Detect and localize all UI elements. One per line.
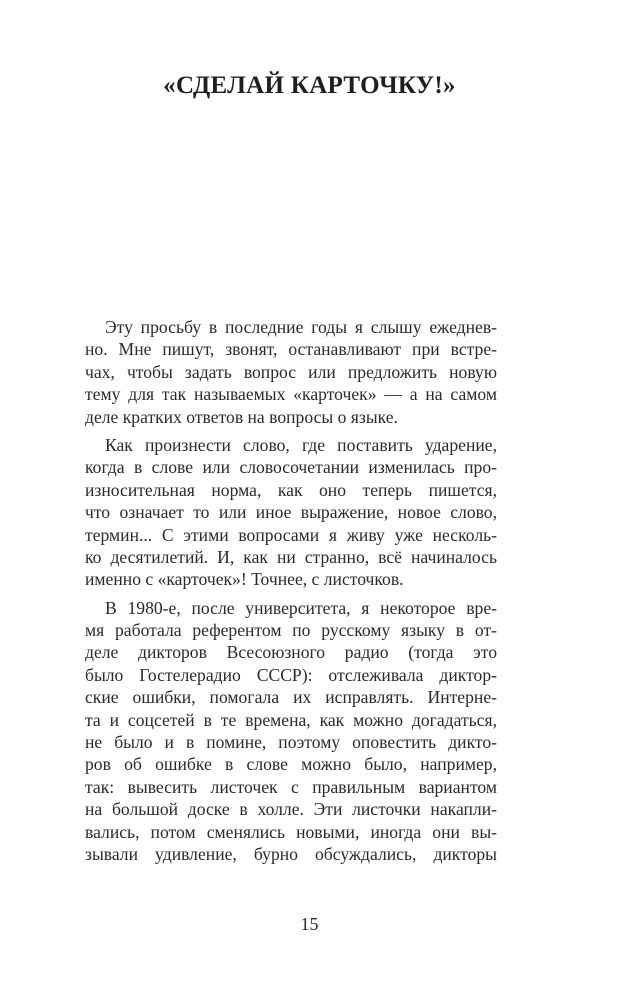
chapter-title: «СДЕЛАЙ КАРТОЧКУ!» [163,72,456,99]
text-line: тему для так называемых «карточек» — а на самом [85,384,497,405]
text-line: ров об ошибке в слове можно было, например, [85,754,497,775]
text-line: когда в слове или словосочетании изменилась про- [85,457,497,478]
text-line: так: вывесить листочек с правильным вариантом [85,776,497,797]
text-line: износительная норма, как оно теперь пишется, [85,479,497,500]
text-line: ские ошибки, помогала их исправлять. Интерне- [85,687,497,708]
chapter-body [85,316,497,871]
paragraph-2 [85,434,497,591]
text-line: было Гостелерадио СССР): отслеживала диктор- [85,664,497,685]
text-line: не было и в помине, поэтому оповестить дикто- [85,732,497,753]
text-line: чах, чтобы задать вопрос или предложить новую [85,361,497,382]
text-line: вались, потом сменялись новыми, иногда они вы- [85,821,497,842]
text-line: на большой доске в холле. Эти листочки накапли- [85,799,497,820]
text-line: ко десятилетий. И, как ни странно, всё начиналось [85,546,497,567]
text-line: В 1980-е, после университета, я некоторое вре- [105,597,497,618]
text-line: термин... С этими вопросами я живу уже несколь- [85,524,497,545]
paragraph-1 [85,316,497,428]
text-line: деле кратких ответов на вопросы о языке. [85,406,398,427]
text-line: именно с «карточек»! Точнее, с листочков. [85,569,404,590]
text-line: Эту просьбу в последние годы я слышу ежеднев- [105,317,497,337]
text-line: зывали удивление, бурно обсуждались, дикторы [85,843,497,864]
text-line: Как произнести слово, где поставить ударение, [105,434,497,455]
paragraph-3 [85,597,497,866]
text-line: та и соцсетей в те времена, как можно догадаться, [85,709,497,730]
text-line: что означает то или иное выражение, новое слово, [85,502,497,523]
page-number: 15 [300,914,319,934]
text-line: мя работала референтом по русскому языку в от- [85,620,497,641]
text-line: деле дикторов Всесоюзного радио (тогда это [85,642,497,663]
text-line: но. Мне пишут, звонят, останавливают при встре- [85,339,497,360]
